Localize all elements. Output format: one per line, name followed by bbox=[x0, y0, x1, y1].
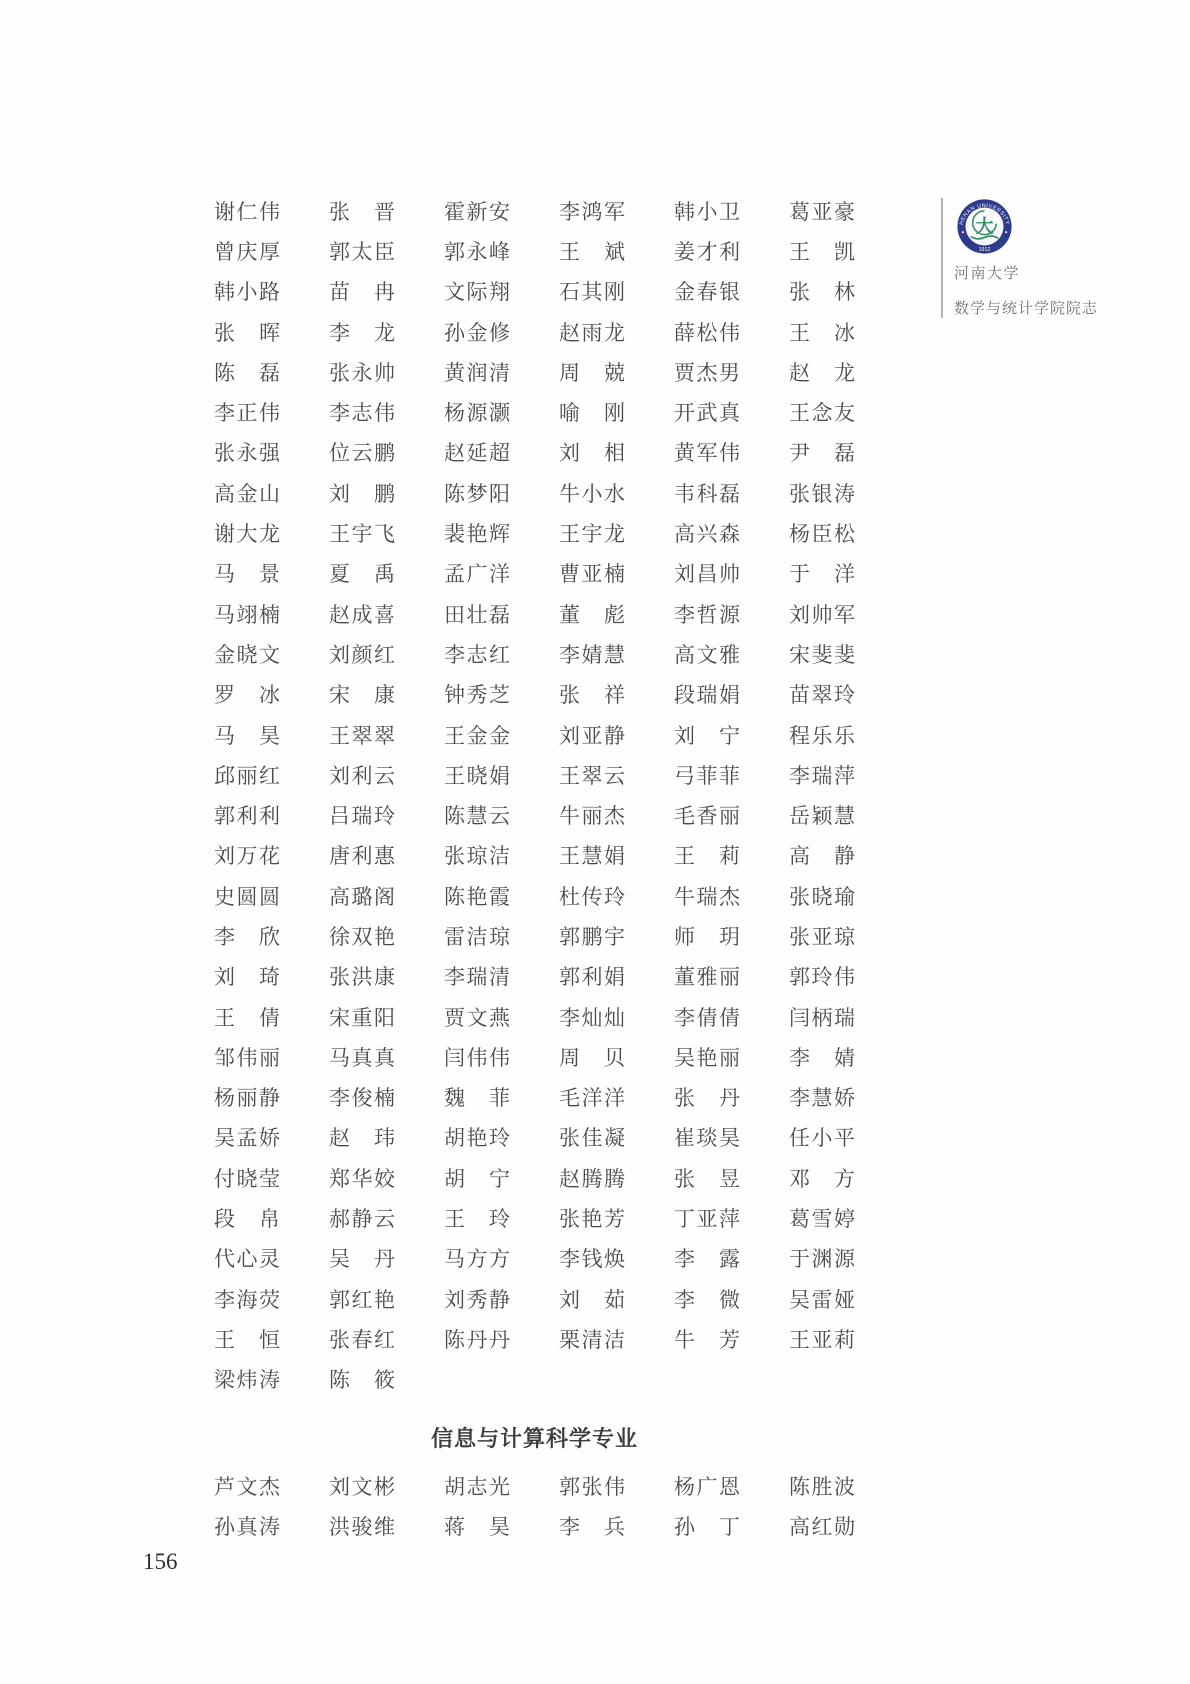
name-row bbox=[214, 1507, 855, 1547]
person-name: 胡 宁 bbox=[444, 1166, 510, 1191]
person-name: 郭 玲 伟 bbox=[789, 965, 855, 990]
person-name: 弓 菲 菲 bbox=[674, 763, 740, 788]
person-name: 刘 帅 军 bbox=[789, 602, 855, 627]
name-row bbox=[214, 313, 855, 353]
person-name: 刘 相 bbox=[559, 441, 625, 466]
person-name: 李 婧 bbox=[789, 1045, 855, 1070]
person-name: 赵 玮 bbox=[329, 1126, 395, 1151]
person-name: 苗 冉 bbox=[329, 280, 395, 305]
person-name: 刘 文 彬 bbox=[329, 1474, 395, 1499]
name-row bbox=[214, 958, 855, 998]
name-row bbox=[214, 756, 855, 796]
person-name: 郭 利 娟 bbox=[559, 965, 625, 990]
person-name: 李 微 bbox=[674, 1287, 740, 1312]
person-name: 田 壮 磊 bbox=[444, 602, 510, 627]
person-name: 张 春 红 bbox=[329, 1327, 395, 1352]
person-name: 谢 仁 伟 bbox=[214, 199, 280, 224]
person-name: 陈 梦 阳 bbox=[444, 481, 510, 506]
person-name: 张 林 bbox=[789, 280, 855, 305]
person-name: 马 真 真 bbox=[329, 1045, 395, 1070]
person-name: 郑 华 姣 bbox=[329, 1166, 395, 1191]
person-name: 张 晓 瑜 bbox=[789, 884, 855, 909]
person-name: 张 晖 bbox=[214, 320, 280, 345]
person-name: 金 晓 文 bbox=[214, 642, 280, 667]
person-name: 孙 真 涛 bbox=[214, 1514, 280, 1539]
person-name: 陈 胜 波 bbox=[789, 1474, 855, 1499]
person-name: 贾 文 燕 bbox=[444, 1005, 510, 1030]
person-name: 闫 伟 伟 bbox=[444, 1045, 510, 1070]
person-name: 郭 利 利 bbox=[214, 804, 280, 829]
person-name: 李 哲 源 bbox=[674, 602, 740, 627]
person-name: 吴 艳 丽 bbox=[674, 1045, 740, 1070]
person-name: 张 永 强 bbox=[214, 441, 280, 466]
name-grid-information-science bbox=[214, 1467, 855, 1548]
person-name: 韦 科 磊 bbox=[674, 481, 740, 506]
person-name: 李 海 荧 bbox=[214, 1287, 280, 1312]
name-row bbox=[214, 796, 855, 836]
person-name: 蒋 昊 bbox=[444, 1514, 510, 1539]
person-name: 赵 延 超 bbox=[444, 441, 510, 466]
person-name: 刘 宁 bbox=[674, 723, 740, 748]
university-seal-icon bbox=[956, 198, 1013, 255]
person-name: 李 俊 楠 bbox=[329, 1086, 395, 1111]
person-name: 姜 才 利 bbox=[674, 239, 740, 264]
person-name: 王 亚 莉 bbox=[789, 1327, 855, 1352]
person-name: 段 瑞 娟 bbox=[674, 683, 740, 708]
person-name: 开 武 真 bbox=[674, 401, 740, 426]
seal-ring-text: HENAN UNIVERSITY bbox=[958, 202, 1011, 226]
person-name: 赵 龙 bbox=[789, 360, 855, 385]
person-name: 郭 红 艳 bbox=[329, 1287, 395, 1312]
person-name: 牛 瑞 杰 bbox=[674, 884, 740, 909]
person-name: 牛 丽 杰 bbox=[559, 804, 625, 829]
person-name: 宋 康 bbox=[329, 683, 395, 708]
name-row bbox=[214, 1240, 855, 1280]
person-name: 赵 成 喜 bbox=[329, 602, 395, 627]
name-row bbox=[214, 676, 855, 716]
person-name: 马 昊 bbox=[214, 723, 280, 748]
person-name: 丁 亚 萍 bbox=[674, 1207, 740, 1232]
person-name: 夏 禹 bbox=[329, 562, 395, 587]
person-name: 刘 亚 静 bbox=[559, 723, 625, 748]
person-name: 李 正 伟 bbox=[214, 401, 280, 426]
sidebar-volume-title: 数学与统计学院院志 bbox=[954, 301, 1099, 317]
person-name: 张 琼 洁 bbox=[444, 844, 510, 869]
person-name: 付 晓 莹 bbox=[214, 1166, 280, 1191]
name-row bbox=[214, 1038, 855, 1078]
person-name: 喻 刚 bbox=[559, 401, 625, 426]
person-name: 胡 志 光 bbox=[444, 1474, 510, 1499]
person-name: 陈 丹 丹 bbox=[444, 1327, 510, 1352]
person-name: 陈 磊 bbox=[214, 360, 280, 385]
person-name: 曹 亚 楠 bbox=[559, 562, 625, 587]
name-row bbox=[214, 917, 855, 957]
person-name: 段 帛 bbox=[214, 1207, 280, 1232]
seal-center-glyph: 大 bbox=[975, 216, 994, 237]
person-name: 王 斌 bbox=[559, 239, 625, 264]
person-name: 陈 慧 云 bbox=[444, 804, 510, 829]
person-name: 毛 香 丽 bbox=[674, 804, 740, 829]
person-name: 毛 洋 洋 bbox=[559, 1086, 625, 1111]
person-name: 李 志 伟 bbox=[329, 401, 395, 426]
person-name: 王 晓 娟 bbox=[444, 763, 510, 788]
person-name: 孙 金 修 bbox=[444, 320, 510, 345]
person-name: 吴 孟 娇 bbox=[214, 1126, 280, 1151]
person-name: 曾 庆 厚 bbox=[214, 239, 280, 264]
person-name: 郭 太 臣 bbox=[329, 239, 395, 264]
person-name: 雷 洁 琼 bbox=[444, 924, 510, 949]
person-name: 张 永 帅 bbox=[329, 360, 395, 385]
person-name: 史 圆 圆 bbox=[214, 884, 280, 909]
person-name: 吕 瑞 玲 bbox=[329, 804, 395, 829]
person-name: 赵 腾 腾 bbox=[559, 1166, 625, 1191]
person-name: 李 欣 bbox=[214, 924, 280, 949]
person-name: 黄 润 清 bbox=[444, 360, 510, 385]
person-name: 王 念 友 bbox=[789, 401, 855, 426]
person-name: 于 洋 bbox=[789, 562, 855, 587]
person-name: 徐 双 艳 bbox=[329, 924, 395, 949]
person-name: 张 佳 凝 bbox=[559, 1126, 625, 1151]
person-name: 高 兴 森 bbox=[674, 522, 740, 547]
sidebar-university-name: 河南大学 bbox=[954, 266, 1021, 282]
name-row bbox=[214, 716, 855, 756]
person-name: 葛 亚 豪 bbox=[789, 199, 855, 224]
person-name: 邓 方 bbox=[789, 1166, 855, 1191]
person-name: 李 鸿 军 bbox=[559, 199, 625, 224]
person-name: 王 恒 bbox=[214, 1327, 280, 1352]
person-name: 薛 松 伟 bbox=[674, 320, 740, 345]
name-row bbox=[214, 1119, 855, 1159]
person-name: 李 龙 bbox=[329, 320, 395, 345]
person-name: 王 凯 bbox=[789, 239, 855, 264]
person-name: 张 祥 bbox=[559, 683, 625, 708]
person-name: 郭 鹏 宇 bbox=[559, 924, 625, 949]
person-name: 王 莉 bbox=[674, 844, 740, 869]
person-name: 周 贝 bbox=[559, 1045, 625, 1070]
seal-year-text: 1912 bbox=[978, 247, 991, 254]
person-name: 李 灿 灿 bbox=[559, 1005, 625, 1030]
person-name: 唐 利 惠 bbox=[329, 844, 395, 869]
name-row bbox=[214, 877, 855, 917]
person-name: 贾 杰 男 bbox=[674, 360, 740, 385]
person-name: 赵 雨 龙 bbox=[559, 320, 625, 345]
person-name: 郭 永 峰 bbox=[444, 239, 510, 264]
page-number: 156 bbox=[143, 1549, 178, 1574]
person-name: 刘 万 花 bbox=[214, 844, 280, 869]
sidebar-divider-line bbox=[941, 198, 943, 318]
person-name: 李 慧 娇 bbox=[789, 1086, 855, 1111]
person-name: 谢 大 龙 bbox=[214, 522, 280, 547]
person-name: 岳 颖 慧 bbox=[789, 804, 855, 829]
person-name: 孙 丁 bbox=[674, 1514, 740, 1539]
person-name: 吴 丹 bbox=[329, 1247, 395, 1272]
person-name: 张 晋 bbox=[329, 199, 395, 224]
person-name: 刘 昌 帅 bbox=[674, 562, 740, 587]
person-name: 栗 清 洁 bbox=[559, 1327, 625, 1352]
name-row bbox=[214, 353, 855, 393]
person-name: 胡 艳 玲 bbox=[444, 1126, 510, 1151]
name-row bbox=[214, 1199, 855, 1239]
person-name: 周 兢 bbox=[559, 360, 625, 385]
person-name: 于 渊 源 bbox=[789, 1247, 855, 1272]
person-name: 葛 雪 婷 bbox=[789, 1207, 855, 1232]
name-row bbox=[214, 393, 855, 433]
person-name: 高 文 雅 bbox=[674, 642, 740, 667]
person-name: 陈 艳 霞 bbox=[444, 884, 510, 909]
person-name: 张 昱 bbox=[674, 1166, 740, 1191]
name-row bbox=[214, 1467, 855, 1507]
name-row bbox=[214, 998, 855, 1038]
name-row bbox=[214, 1159, 855, 1199]
person-name: 韩 小 路 bbox=[214, 280, 280, 305]
person-name: 邹 伟 丽 bbox=[214, 1045, 280, 1070]
name-row bbox=[214, 1079, 855, 1119]
person-name: 杜 传 玲 bbox=[559, 884, 625, 909]
person-name: 高 红 勋 bbox=[789, 1514, 855, 1539]
person-name: 王 倩 bbox=[214, 1005, 280, 1030]
person-name: 位 云 鹏 bbox=[329, 441, 395, 466]
person-name: 张 丹 bbox=[674, 1086, 740, 1111]
person-name: 李 倩 倩 bbox=[674, 1005, 740, 1030]
person-name: 高 静 bbox=[789, 844, 855, 869]
person-name: 尹 磊 bbox=[789, 441, 855, 466]
person-name: 郝 静 云 bbox=[329, 1207, 395, 1232]
person-name: 张 洪 康 bbox=[329, 965, 395, 990]
name-row bbox=[214, 837, 855, 877]
person-name: 王 翠 云 bbox=[559, 763, 625, 788]
person-name: 韩 小 卫 bbox=[674, 199, 740, 224]
name-row bbox=[214, 474, 855, 514]
person-name: 师 玥 bbox=[674, 924, 740, 949]
person-name: 裴 艳 辉 bbox=[444, 522, 510, 547]
person-name: 高 金 山 bbox=[214, 481, 280, 506]
name-grid-main bbox=[214, 192, 855, 1401]
person-name: 霍 新 安 bbox=[444, 199, 510, 224]
person-name: 苗 翠 玲 bbox=[789, 683, 855, 708]
name-row bbox=[214, 192, 855, 232]
person-name: 钟 秀 芝 bbox=[444, 683, 510, 708]
name-row bbox=[214, 1320, 855, 1360]
person-name: 张 银 涛 bbox=[789, 481, 855, 506]
person-name: 高 璐 阁 bbox=[329, 884, 395, 909]
person-name: 王 翠 翠 bbox=[329, 723, 395, 748]
name-row bbox=[214, 1361, 855, 1401]
person-name: 张 艳 芳 bbox=[559, 1207, 625, 1232]
name-row bbox=[214, 434, 855, 474]
person-name: 王 玲 bbox=[444, 1207, 510, 1232]
person-name: 罗 冰 bbox=[214, 683, 280, 708]
person-name: 杨 源 灏 bbox=[444, 401, 510, 426]
name-row bbox=[214, 1280, 855, 1320]
person-name: 刘 颜 红 bbox=[329, 642, 395, 667]
person-name: 李 瑞 清 bbox=[444, 965, 510, 990]
person-name: 李 婧 慧 bbox=[559, 642, 625, 667]
person-name: 邱 丽 红 bbox=[214, 763, 280, 788]
person-name: 马 翊 楠 bbox=[214, 602, 280, 627]
person-name: 杨 臣 松 bbox=[789, 522, 855, 547]
person-name: 陈 筱 bbox=[329, 1368, 395, 1393]
person-name: 李 钱 焕 bbox=[559, 1247, 625, 1272]
person-name: 刘 琦 bbox=[214, 965, 280, 990]
person-name: 石 其 刚 bbox=[559, 280, 625, 305]
person-name: 王 宇 飞 bbox=[329, 522, 395, 547]
person-name: 刘 利 云 bbox=[329, 763, 395, 788]
person-name: 牛 小 水 bbox=[559, 481, 625, 506]
person-name: 梁 炜 涛 bbox=[214, 1368, 280, 1393]
person-name: 孟 广 洋 bbox=[444, 562, 510, 587]
person-name: 任 小 平 bbox=[789, 1126, 855, 1151]
person-name: 王 慧 娟 bbox=[559, 844, 625, 869]
person-name: 崔 琰 昊 bbox=[674, 1126, 740, 1151]
person-name: 王 金 金 bbox=[444, 723, 510, 748]
person-name: 王 冰 bbox=[789, 320, 855, 345]
person-name: 杨 广 恩 bbox=[674, 1474, 740, 1499]
person-name: 牛 芳 bbox=[674, 1327, 740, 1352]
person-name: 李 志 红 bbox=[444, 642, 510, 667]
person-name: 代 心 灵 bbox=[214, 1247, 280, 1272]
person-name: 吴 雷 娅 bbox=[789, 1287, 855, 1312]
name-row bbox=[214, 555, 855, 595]
person-name: 李 兵 bbox=[559, 1514, 625, 1539]
person-name: 刘 茹 bbox=[559, 1287, 625, 1312]
person-name: 洪 骏 维 bbox=[329, 1514, 395, 1539]
person-name: 芦 文 杰 bbox=[214, 1474, 280, 1499]
person-name: 张 亚 琼 bbox=[789, 924, 855, 949]
person-name: 宋 斐 斐 bbox=[789, 642, 855, 667]
name-row bbox=[214, 232, 855, 272]
name-row bbox=[214, 514, 855, 554]
name-row bbox=[214, 595, 855, 635]
person-name: 刘 秀 静 bbox=[444, 1287, 510, 1312]
person-name: 马 方 方 bbox=[444, 1247, 510, 1272]
person-name: 马 景 bbox=[214, 562, 280, 587]
person-name: 李 露 bbox=[674, 1247, 740, 1272]
person-name: 黄 军 伟 bbox=[674, 441, 740, 466]
name-row bbox=[214, 635, 855, 675]
person-name: 刘 鹏 bbox=[329, 481, 395, 506]
person-name: 董 彪 bbox=[559, 602, 625, 627]
person-name: 郭 张 伟 bbox=[559, 1474, 625, 1499]
person-name: 魏 菲 bbox=[444, 1086, 510, 1111]
person-name: 闫 柄 瑞 bbox=[789, 1005, 855, 1030]
person-name: 董 雅 丽 bbox=[674, 965, 740, 990]
person-name: 李 瑞 萍 bbox=[789, 763, 855, 788]
person-name: 金 春 银 bbox=[674, 280, 740, 305]
person-name: 杨 丽 静 bbox=[214, 1086, 280, 1111]
person-name: 王 宇 龙 bbox=[559, 522, 625, 547]
section-heading: 信息与计算科学专业 bbox=[430, 1426, 638, 1451]
name-row bbox=[214, 273, 855, 313]
person-name: 宋 重 阳 bbox=[329, 1005, 395, 1030]
person-name: 程 乐 乐 bbox=[789, 723, 855, 748]
person-name: 文 际 翔 bbox=[444, 280, 510, 305]
